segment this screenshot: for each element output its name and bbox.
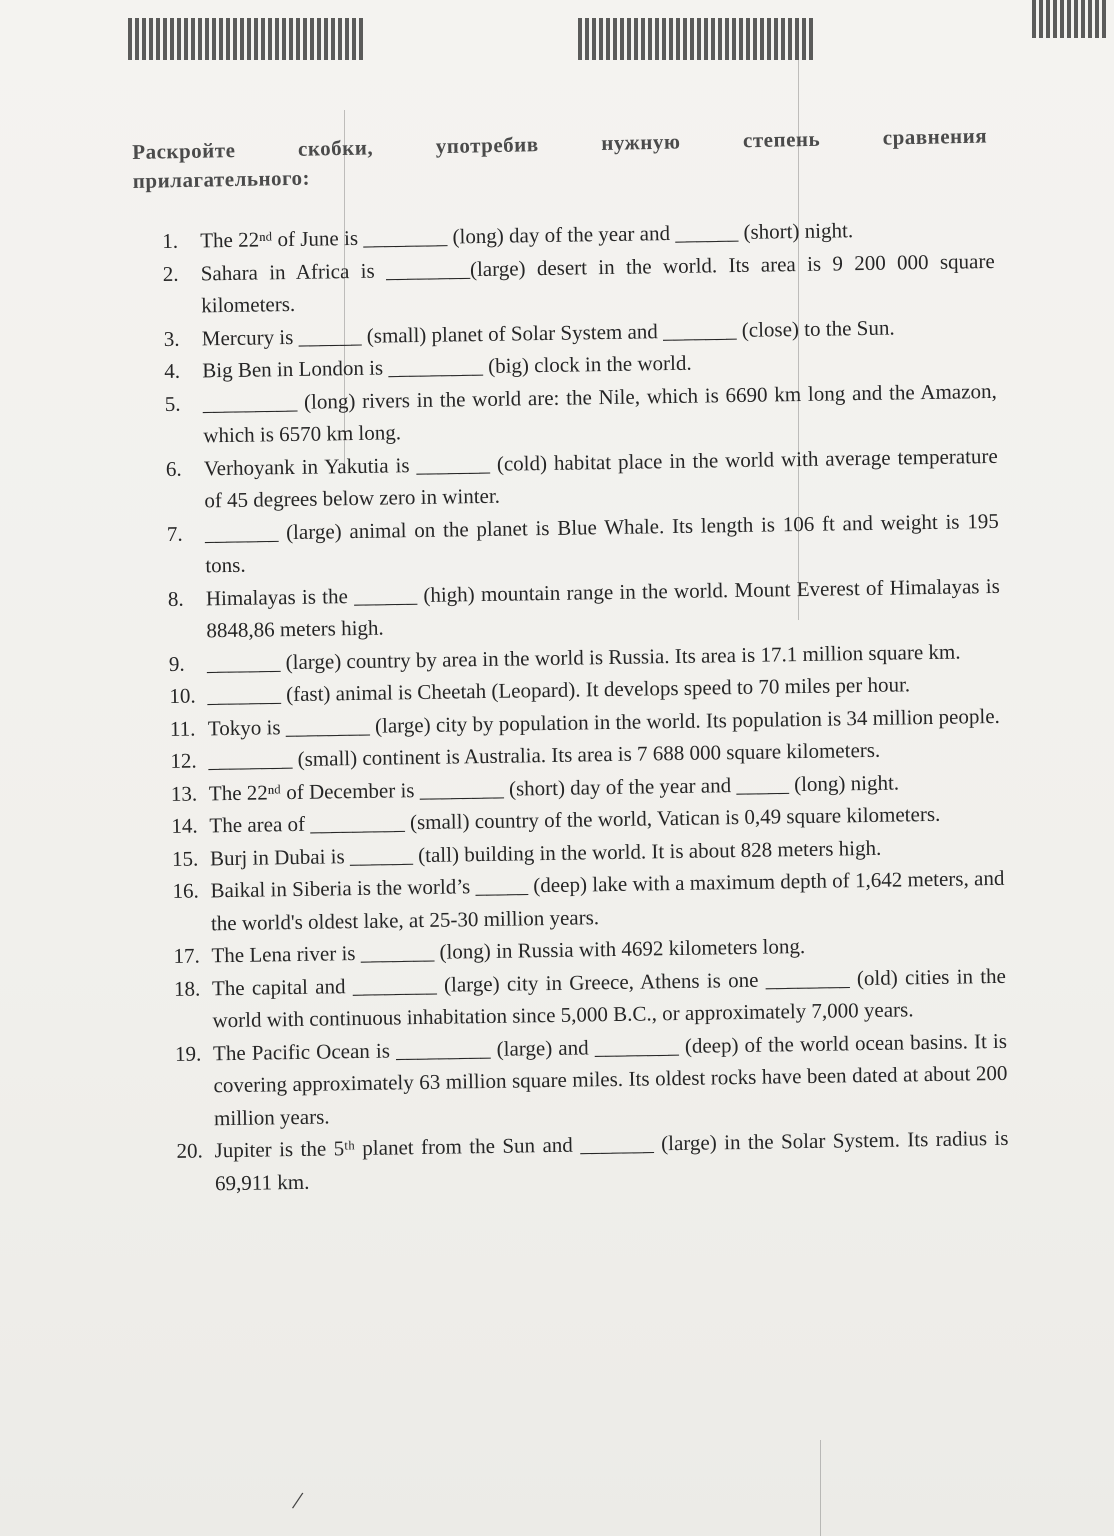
item-number: 19. xyxy=(174,1040,202,1066)
item-number: 4. xyxy=(164,358,181,383)
item-text: _________ (long) rivers in the world are: the Nile, which is 6690 km long and the Amazon, which is 6570 km long. xyxy=(202,378,997,448)
item-number: 20. xyxy=(176,1138,203,1163)
item-text: Burj in Dubai is ______ (tall) building in the world. It is about 828 meters high. xyxy=(209,835,882,870)
item-text: The 22ⁿᵈ of December is ________ (short) day of the year and _____ (long) night. xyxy=(208,769,900,805)
pencil-tick-mark: / xyxy=(290,1485,305,1516)
exercise-item xyxy=(176,1122,1009,1200)
item-number: 13. xyxy=(170,781,198,806)
task-heading xyxy=(132,124,988,194)
item-number: 8. xyxy=(167,586,184,611)
heading-line-1: Раскройте скобки, употребив нужную степень сравнения xyxy=(132,123,988,164)
exercise-item xyxy=(175,1024,1008,1135)
item-number: 6. xyxy=(165,456,182,481)
item-number: 9. xyxy=(168,651,185,676)
item-text: Tokyo is ________ (large) city by population in the world. Its population is 34 million people. xyxy=(207,703,1000,740)
item-text: Mercury is ______ (small) planet of Solar System and _______ (close) to the Sun. xyxy=(201,315,895,350)
scanner-smudge-corner xyxy=(1032,0,1114,38)
item-text: Big Ben in London is _________ (big) clock in the world. xyxy=(202,350,692,383)
item-text: The Lena river is _______ (long) in Russia with 4692 kilometers long. xyxy=(211,933,806,968)
item-text: Baikal in Siberia is the world’s _____ (deep) lake with a maximum depth of 1,642 meters, and the world's oldest lake, at 25-30 million years. xyxy=(210,865,1005,935)
item-text: The Pacific Ocean is _________ (large) and ________ (deep) of the world ocean basins. It is covering approximately 63 million square miles. Its oldest rocks have been dated at about 200 million years. xyxy=(212,1028,1008,1130)
paper-fold-line xyxy=(820,1440,821,1536)
item-text: _______ (large) animal on the planet is Blue Whale. Its length is 106 ft and weight is 195 tons. xyxy=(204,508,999,578)
item-text: Sahara in Africa is ________(large) desert in the world. Its area is 9 200 000 square kilometers. xyxy=(200,248,995,318)
scanner-smudge-center xyxy=(578,18,823,60)
item-text: _______ (large) country by area in the world is Russia. Its area is 17.1 million square km. xyxy=(206,639,961,675)
item-number: 12. xyxy=(170,748,197,773)
exercise-list xyxy=(162,212,1009,1200)
item-text: The area of _________ (small) country of the world, Vatican is 0,49 square kilometers. xyxy=(209,801,941,838)
item-number: 5. xyxy=(164,391,181,416)
item-number: 11. xyxy=(169,716,196,741)
item-text: ________ (small) continent is Australia. Its area is 7 688 000 square kilometers. xyxy=(208,737,881,773)
item-number: 10. xyxy=(169,683,196,708)
item-text: The capital and ________ (large) city in Greece, Athens is one ________ (old) cities in the world with continuous inhabitation since 5,000 B.C., or approximately 7,000 years. xyxy=(211,963,1007,1033)
item-text: The 22ⁿᵈ of June is ________ (long) day of the year and ______ (short) night. xyxy=(200,218,854,253)
heading-line-2: прилагательного: xyxy=(132,165,311,193)
item-text: Verhoyank in Yakutia is _______ (cold) habitat place in the world with average temperature of 45 degrees below zero in winter. xyxy=(203,443,998,513)
item-number: 7. xyxy=(166,521,183,546)
item-text: Himalayas is the ______ (high) mountain range in the world. Mount Everest of Himalayas is 8848,86 meters high. xyxy=(205,573,1000,643)
item-number: 16. xyxy=(172,878,199,903)
item-number: 2. xyxy=(162,261,179,286)
item-number: 14. xyxy=(171,813,198,838)
item-number: 17. xyxy=(173,943,200,968)
item-text: Jupiter is the 5ᵗʰ planet from the Sun and _______ (large) in the Solar System. Its radius is 69,911 km. xyxy=(214,1125,1009,1195)
item-number: 1. xyxy=(162,228,179,253)
scanner-smudge-left xyxy=(128,18,373,60)
item-number: 3. xyxy=(163,326,180,351)
item-text: _______ (fast) animal is Cheetah (Leopard). It develops speed to 70 miles per hour. xyxy=(207,672,911,708)
item-number: 18. xyxy=(173,975,201,1001)
item-number: 15. xyxy=(171,846,199,871)
